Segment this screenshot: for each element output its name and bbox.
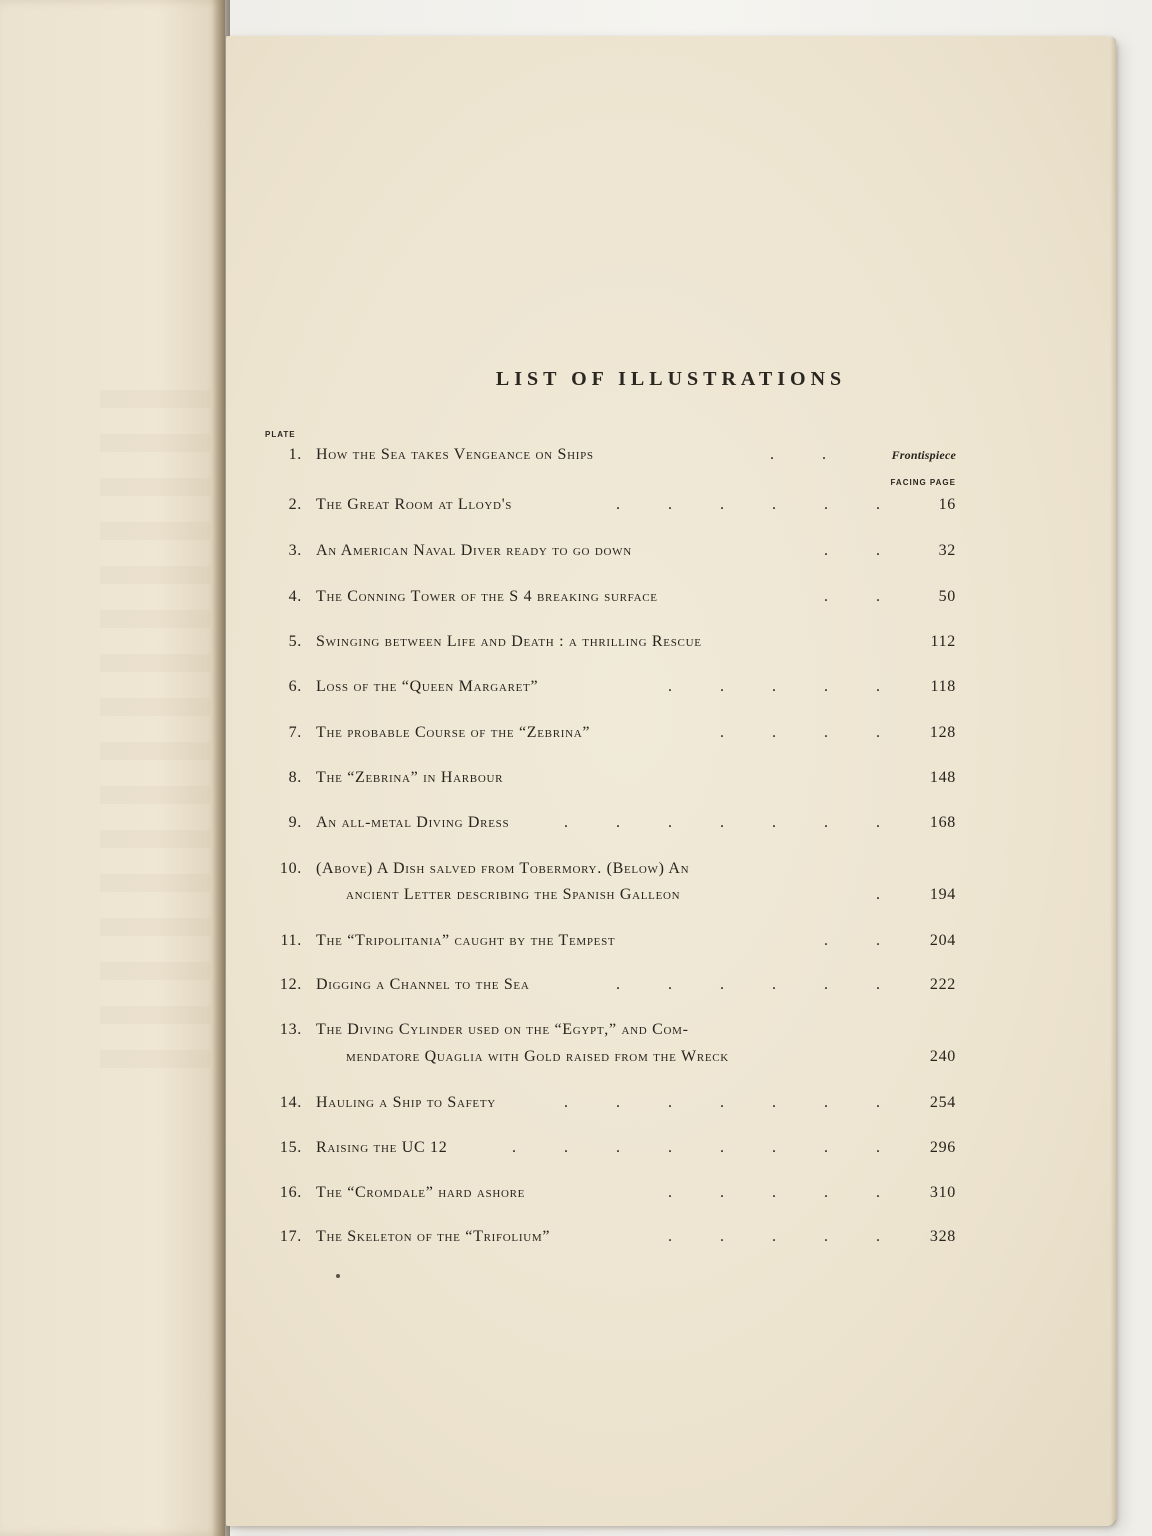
leader-dots: . . . . . . . .: [512, 1139, 902, 1156]
entry-line: [316, 814, 956, 832]
page-reference: 296: [929, 1139, 956, 1156]
leader-dots: . . . . . .: [616, 976, 902, 993]
page-reference: 194: [929, 886, 956, 903]
entry-line: [316, 633, 956, 651]
entry-line: [316, 496, 956, 514]
page-reference: 310: [929, 1184, 956, 1201]
leader-dots: . .: [824, 542, 902, 559]
entry-line-continued: [346, 886, 956, 904]
leader-dots: . .: [824, 932, 902, 949]
entry-line: [316, 1094, 956, 1112]
illustration-title-continued: mendatore Quaglia with Gold raised from the Wreck: [346, 1048, 729, 1065]
entry-line: [316, 678, 956, 696]
leader-dots: . .: [770, 446, 848, 463]
plate-number: 14.: [279, 1094, 302, 1111]
page-reference: 32: [938, 542, 956, 559]
illustration-title: Raising the UC 12: [316, 1139, 448, 1156]
plate-number: 1.: [288, 446, 302, 463]
plate-number: 2.: [288, 496, 302, 513]
entry-line: [316, 1184, 956, 1202]
entry-line: [316, 724, 956, 742]
illustration-title: Hauling a Ship to Safety: [316, 1094, 496, 1111]
plate-number: 6.: [288, 678, 302, 695]
plate-number: 17.: [279, 1228, 302, 1245]
leader-dots: . . . . . .: [616, 496, 902, 513]
leader-dots: . . . . .: [668, 1228, 902, 1245]
page-reference: 128: [929, 724, 956, 741]
ink-speck: [336, 1274, 340, 1278]
entry-line: [316, 588, 956, 606]
plate-number: 13.: [279, 1021, 302, 1038]
illustration-title: How the Sea takes Vengeance on Ships: [316, 446, 594, 463]
plate-number: 10.: [279, 860, 302, 877]
page-reference: 112: [930, 633, 956, 650]
leader-dots: . . . .: [720, 724, 902, 741]
illustration-title: The “Tripolitania” caught by the Tempest: [316, 932, 616, 949]
illustration-title: An American Naval Diver ready to go down: [316, 542, 632, 559]
plate-column-label: PLATE: [265, 430, 296, 439]
page-edge: [1110, 36, 1116, 1526]
page-reference: 204: [929, 932, 956, 949]
plate-number: 7.: [288, 724, 302, 741]
entry-line: [316, 976, 956, 994]
illustration-title: Digging a Channel to the Sea: [316, 976, 530, 993]
entry-line: [316, 1021, 956, 1039]
bleed-through-text: [100, 390, 210, 1090]
page-title: LIST OF ILLUSTRATIONS: [495, 368, 847, 390]
entry-line: [316, 932, 956, 950]
plate-number: 12.: [279, 976, 302, 993]
plate-number: 11.: [280, 932, 302, 949]
illustration-title: An all-metal Diving Dress: [316, 814, 510, 831]
illustration-title: (Above) A Dish salved from Tobermory. (Below) An: [316, 860, 690, 877]
page-reference: 50: [938, 588, 956, 605]
plate-number: 16.: [279, 1184, 302, 1201]
leader-dots: . . . . . . .: [564, 814, 902, 831]
plate-number: 4.: [288, 588, 302, 605]
entry-line: [316, 860, 956, 878]
leader-dots: .: [876, 886, 902, 903]
leader-dots: . . . . .: [668, 1184, 902, 1201]
page-reference: 148: [929, 769, 956, 786]
illustration-title: The “Zebrina” in Harbour: [316, 769, 504, 786]
illustration-title: The probable Course of the “Zebrina”: [316, 724, 591, 741]
illustration-title-continued: ancient Letter describing the Spanish Galleon: [346, 886, 681, 903]
right-page: [226, 36, 1116, 1526]
page-reference: 328: [929, 1228, 956, 1245]
entry-line: [316, 446, 956, 464]
entry-line: [316, 1139, 956, 1157]
illustration-title: The “Cromdale” hard ashore: [316, 1184, 526, 1201]
illustration-title: The Skeleton of the “Trifolium”: [316, 1228, 551, 1245]
page-reference: 254: [929, 1094, 956, 1111]
illustration-title: The Great Room at Lloyd's: [316, 496, 513, 513]
page-reference: 222: [929, 976, 956, 993]
illustration-title: The Diving Cylinder used on the “Egypt,” and Com-: [316, 1021, 689, 1038]
page-reference: 16: [938, 496, 956, 513]
plate-number: 8.: [288, 769, 302, 786]
illustration-title: Swinging between Life and Death : a thrilling Rescue: [316, 633, 702, 650]
page-reference: 168: [929, 814, 956, 831]
entry-line: [316, 542, 956, 560]
illustration-title: Loss of the “Queen Margaret”: [316, 678, 539, 695]
plate-number: 15.: [279, 1139, 302, 1156]
page-reference: Frontispiece: [891, 448, 956, 462]
entry-line-continued: [346, 1048, 956, 1066]
page-reference: 240: [929, 1048, 956, 1065]
leader-dots: . . . . . . .: [564, 1094, 902, 1111]
page-reference: 118: [930, 678, 956, 695]
plate-number: 3.: [288, 542, 302, 559]
illustration-title: The Conning Tower of the S 4 breaking surface: [316, 588, 658, 605]
leader-dots: . . . . .: [668, 678, 902, 695]
facing-page-label: FACING PAGE: [890, 478, 956, 487]
entry-line: [316, 1228, 956, 1246]
plate-number: 9.: [288, 814, 302, 831]
plate-number: 5.: [288, 633, 302, 650]
leader-dots: . .: [824, 588, 902, 605]
entry-line: [316, 769, 956, 787]
left-page: [0, 0, 225, 1536]
